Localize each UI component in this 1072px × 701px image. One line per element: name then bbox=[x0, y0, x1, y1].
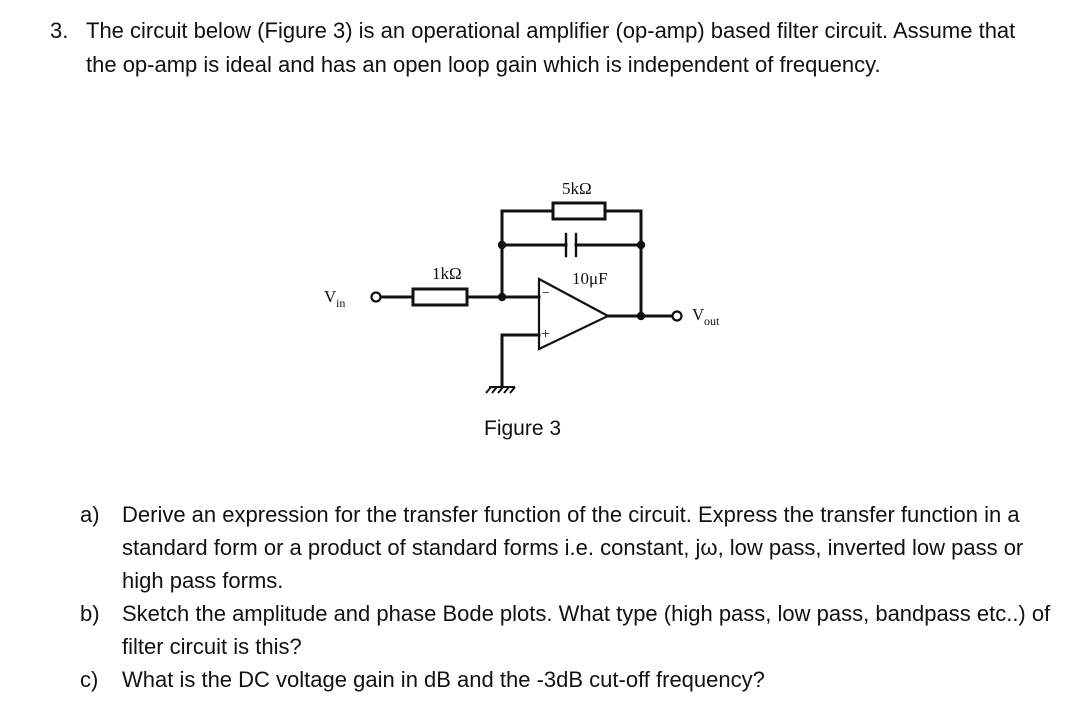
junction-dot bbox=[637, 241, 645, 249]
capacitor-label: 10μF bbox=[572, 269, 608, 288]
figure-caption: Figure 3 bbox=[484, 417, 562, 440]
question-text: The circuit below (Figure 3) is an operational amplifier (op-amp) based filter circuit. Assume that the op-amp is ideal and has an open loop gain which is independent of frequency. bbox=[86, 18, 1016, 77]
part-c bbox=[80, 663, 1060, 696]
part-label: a) bbox=[80, 502, 100, 527]
junction-dot bbox=[498, 293, 506, 301]
question-parts bbox=[80, 498, 1060, 696]
part-b bbox=[80, 597, 1060, 663]
inverting-input-sign: − bbox=[542, 286, 550, 301]
vin-terminal bbox=[372, 293, 381, 302]
part-text: What is the DC voltage gain in dB and the -3dB cut-off frequency? bbox=[122, 667, 765, 692]
vin-subscript: in bbox=[336, 296, 346, 310]
part-a bbox=[80, 498, 1060, 597]
vout-terminal bbox=[673, 312, 682, 321]
part-label: c) bbox=[80, 667, 99, 692]
feedback-resistor bbox=[553, 203, 605, 219]
question-number: 3. bbox=[50, 18, 69, 43]
input-resistor-label: 1kΩ bbox=[432, 264, 462, 283]
part-text: Derive an expression for the transfer function of the circuit. Express the transfer function in a standard form or a product of standard forms i.e. constant, jω, low pass, inverted low pass or high pass forms. bbox=[122, 502, 1024, 593]
junction-dot bbox=[637, 312, 645, 320]
feedback-resistor-label: 5kΩ bbox=[562, 179, 592, 198]
input-resistor bbox=[413, 289, 467, 305]
noninverting-input-sign: + bbox=[541, 326, 551, 343]
part-text: Sketch the amplitude and phase Bode plots. What type (high pass, low pass, bandpass etc..) of filter circuit is this? bbox=[122, 601, 1051, 659]
vin-label: V bbox=[324, 287, 337, 306]
part-label: b) bbox=[80, 601, 100, 626]
vout-subscript: out bbox=[704, 314, 720, 328]
junction-dot bbox=[498, 241, 506, 249]
vout-label: V bbox=[692, 305, 705, 324]
ground-symbol bbox=[486, 387, 515, 393]
